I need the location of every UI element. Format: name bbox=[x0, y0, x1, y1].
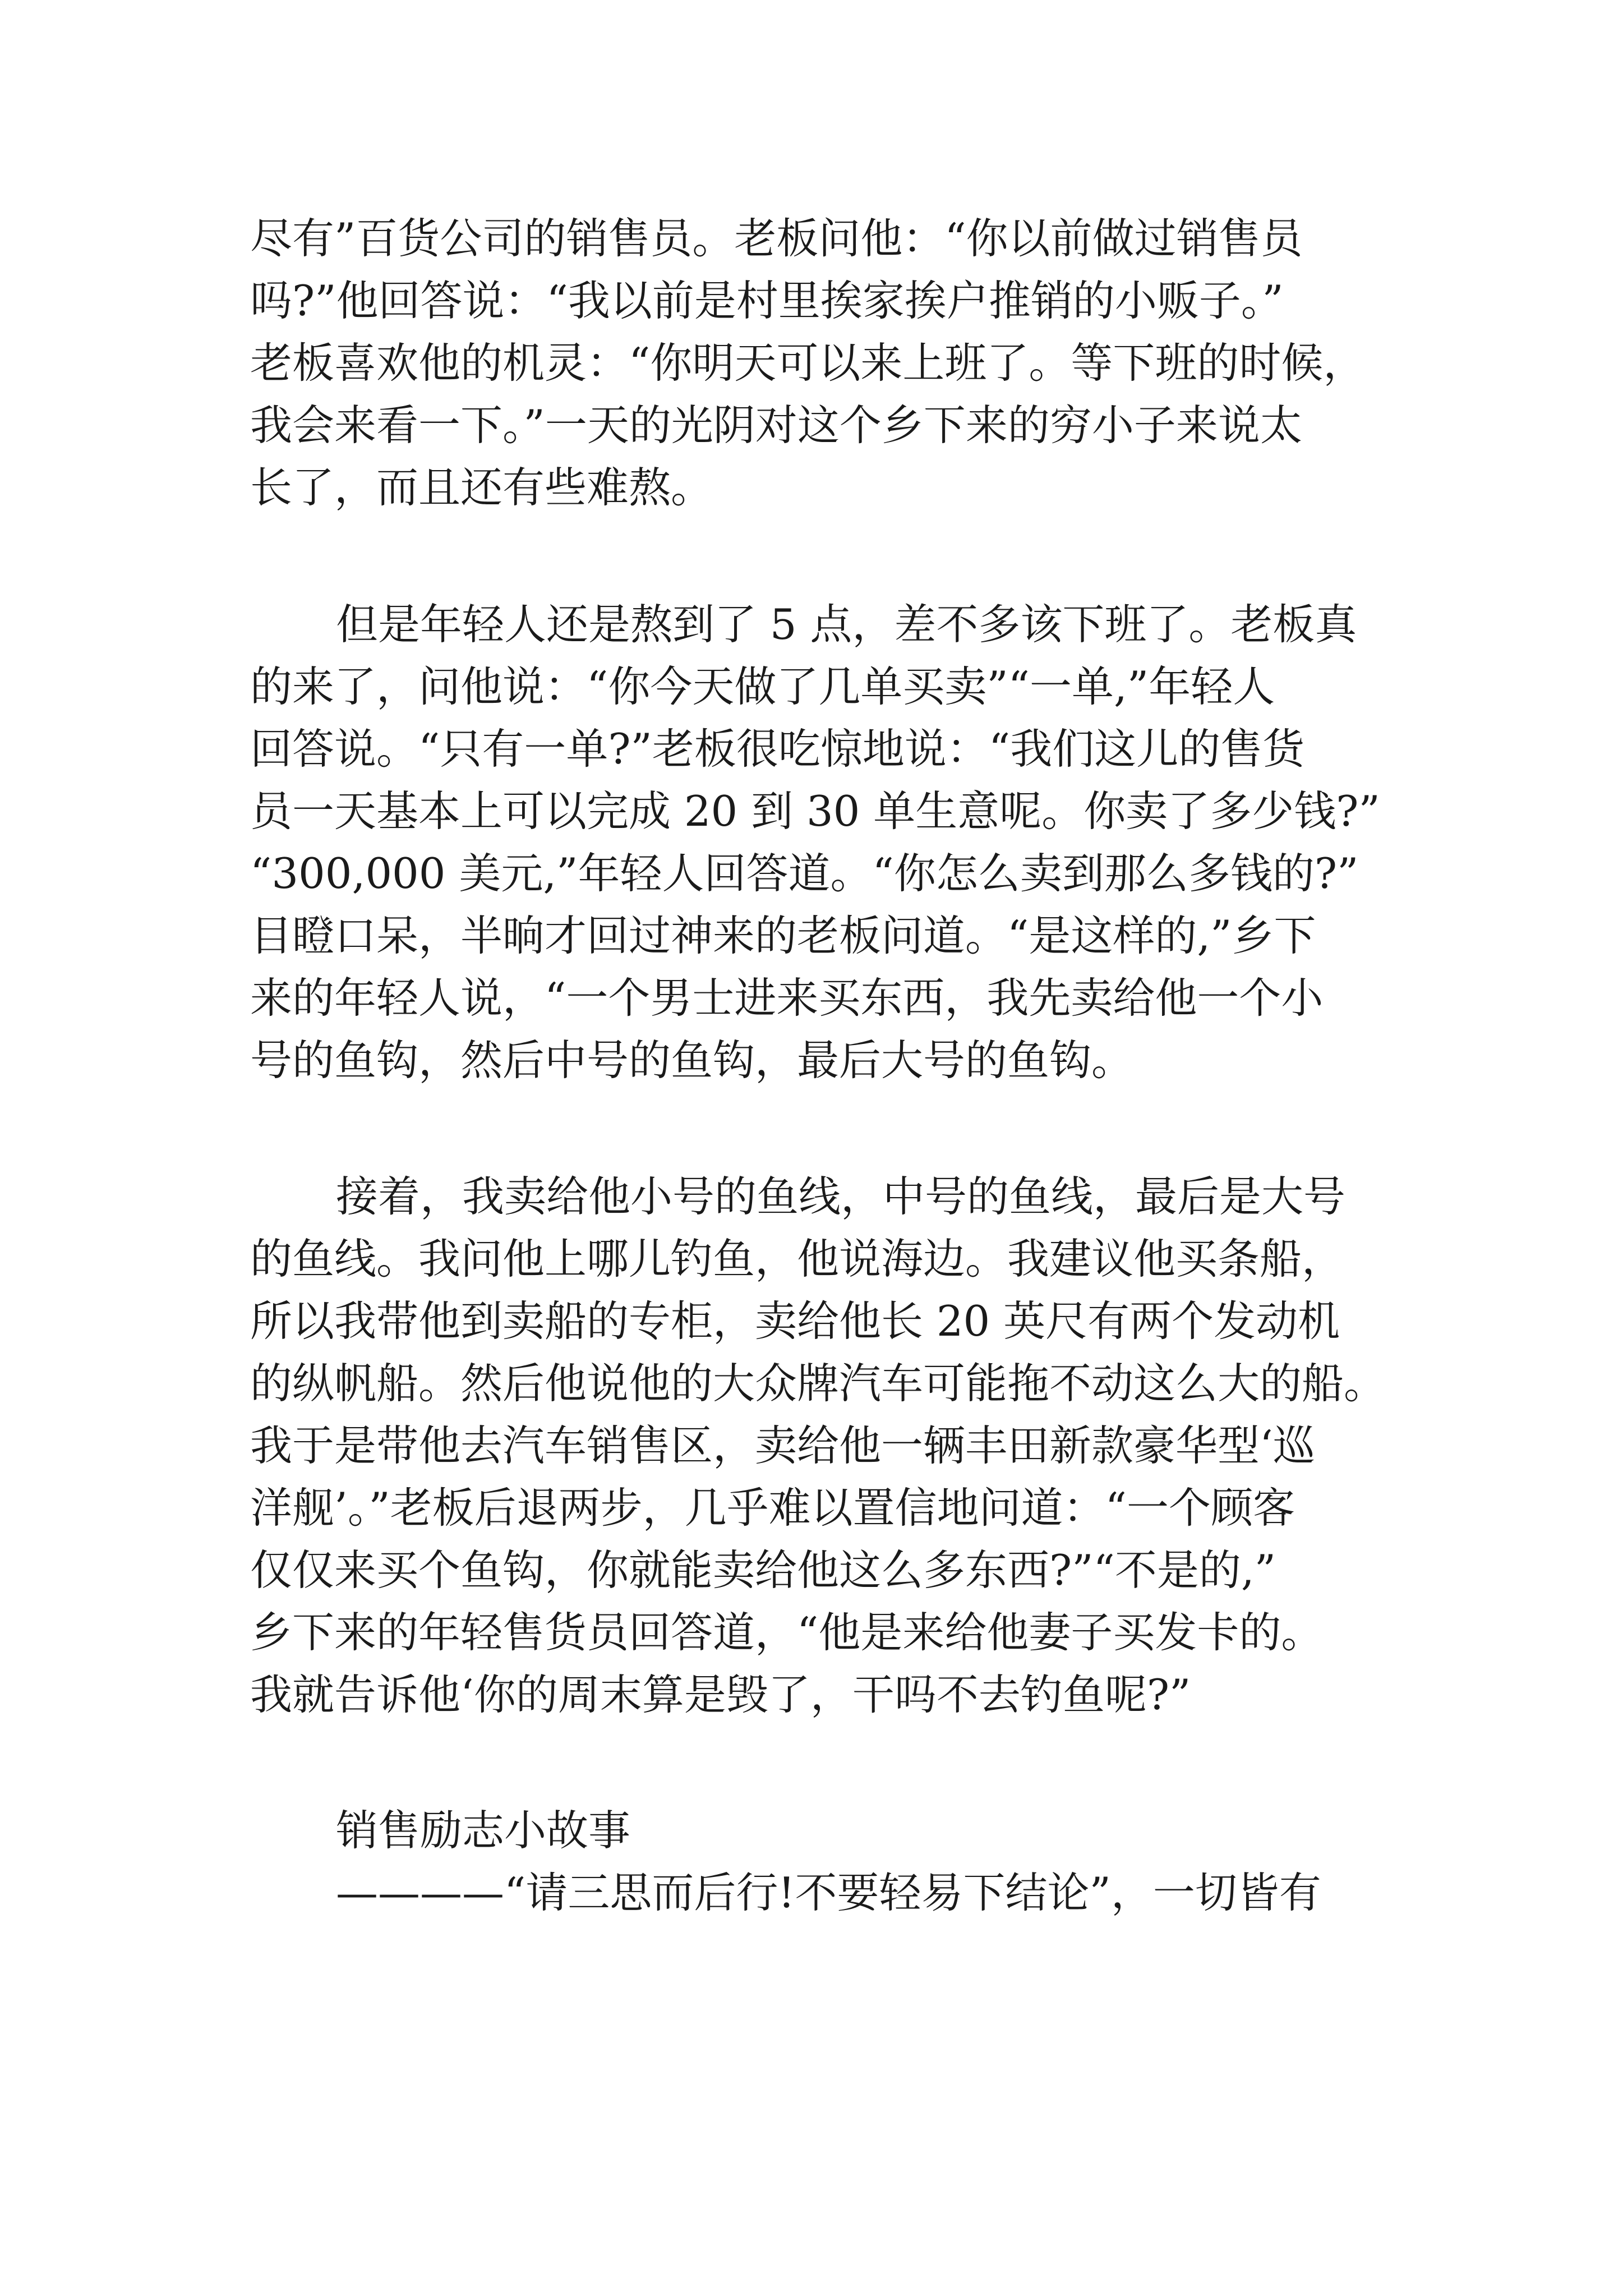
body-line-1: 尽有”百货公司的销售员。老板问他：“你以前做过销售员 bbox=[250, 214, 1303, 263]
body-line-15: 的鱼线。我问他上哪儿钓鱼，他说海边。我建议他买条船， bbox=[250, 1234, 1344, 1283]
body-line-18: 我于是带他去汽车销售区，卖给他一辆丰田新款豪华型‘巡 bbox=[250, 1421, 1315, 1470]
body-line-22: 我就告诉他‘你的周末算是毁了，干吗不去钓鱼呢?” bbox=[250, 1670, 1191, 1719]
body-line-7: 的来了，问他说：“你今天做了几单买卖”“一单,”年轻人 bbox=[250, 662, 1275, 711]
paragraph-2-line-1: 但是年轻人还是熬到了 5 点，差不多该下班了。老板真 bbox=[336, 600, 1357, 649]
body-line-8: 回答说。“只有一单?”老板很吃惊地说：“我们这儿的售货 bbox=[250, 724, 1305, 774]
body-line-4: 我会来看一下。”一天的光阴对这个乡下来的穷小子来说太 bbox=[250, 401, 1302, 450]
body-line-17: 的纵帆船。然后他说他的大众牌汽车可能拖不动这么大的船。 bbox=[250, 1359, 1386, 1408]
body-line-20: 仅仅来买个鱼钩，你就能卖给他这么多东西?”“不是的,” bbox=[250, 1545, 1276, 1595]
paragraph-3-line-1: 接着，我卖给他小号的鱼线，中号的鱼线，最后是大号 bbox=[336, 1172, 1346, 1221]
body-line-2: 吗?”他回答说：“我以前是村里挨家挨户推销的小贩子。” bbox=[250, 276, 1284, 325]
body-line-13: 号的鱼钩，然后中号的鱼钩，最后大号的鱼钩。 bbox=[250, 1036, 1134, 1085]
body-line-19: 洋舰’。”老板后退两步，几乎难以置信地问道：“一个顾客 bbox=[250, 1483, 1295, 1533]
body-line-21: 乡下来的年轻售货员回答道，“他是来给他妻子买发卡的。 bbox=[250, 1608, 1324, 1657]
body-line-3: 老板喜欢他的机灵：“你明天可以来上班了。等下班的时候， bbox=[250, 338, 1366, 388]
body-line-12: 来的年轻人说，“一个男士进来买东西，我先卖给他一个小 bbox=[250, 973, 1324, 1023]
body-line-16: 所以我带他到卖船的专柜，卖给他长 20 英尺有两个发动机 bbox=[250, 1296, 1340, 1346]
epigraph-line: ————“请三思而后行!不要轻易下结论”，一切皆有 bbox=[336, 1868, 1321, 1917]
body-line-9: 员一天基本上可以完成 20 到 30 单生意呢。你卖了多少钱?” bbox=[250, 786, 1380, 836]
section-heading: 销售励志小故事 bbox=[336, 1806, 631, 1855]
body-line-10: “300,000 美元,”年轻人回答道。“你怎么卖到那么多钱的?” bbox=[250, 849, 1359, 898]
body-line-11: 目瞪口呆，半晌才回过神来的老板问道。“是这样的,”乡下 bbox=[250, 911, 1316, 960]
body-line-5: 长了，而且还有些难熬。 bbox=[250, 463, 713, 512]
